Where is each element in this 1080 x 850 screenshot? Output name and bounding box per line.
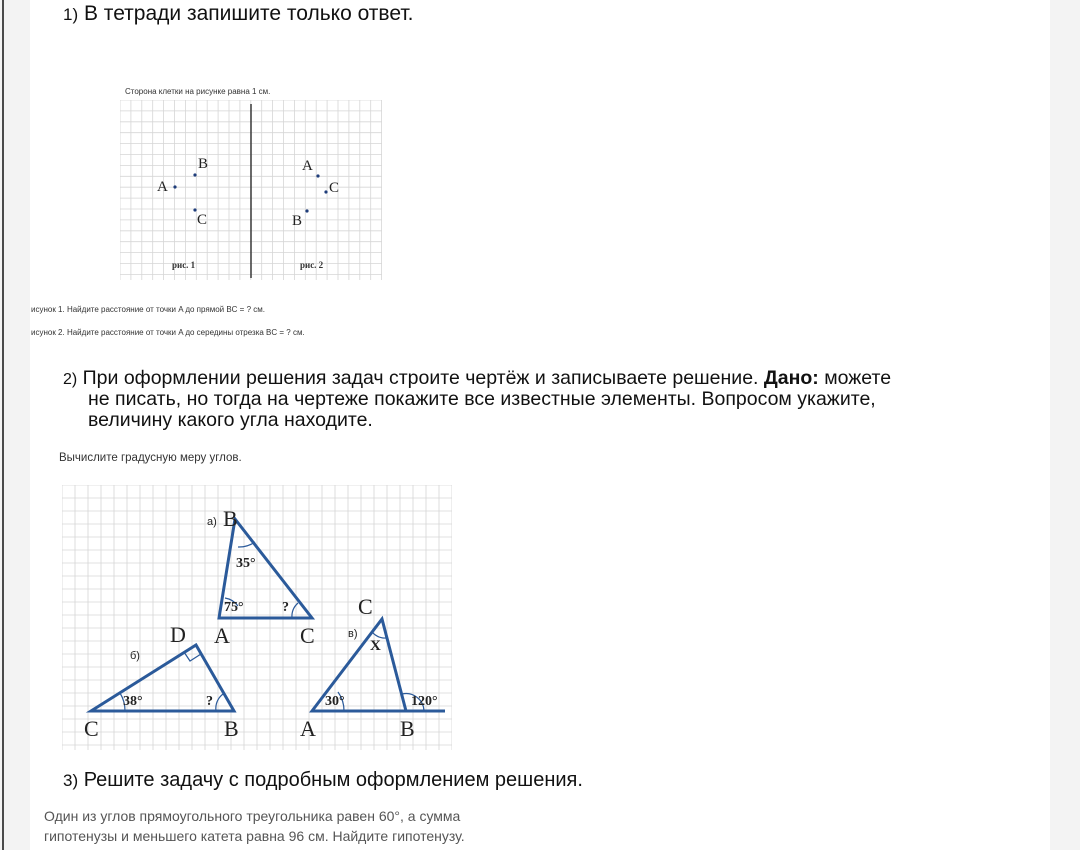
triangle-a-vertex-C: C bbox=[300, 623, 315, 648]
task2-line-1 bbox=[63, 368, 891, 390]
task1-grid-figure bbox=[120, 100, 382, 280]
task1-question-1: исунок 1. Найдите расстояние от точки A до прямой BC = ? см. bbox=[31, 305, 265, 314]
triangle-v-angle-B: 120° bbox=[411, 694, 438, 709]
triangle-a-label: а) bbox=[207, 516, 217, 528]
right-page-edge bbox=[1050, 0, 1080, 850]
arc-b-angle-B bbox=[216, 694, 223, 711]
task2-subtitle: Вычислите градусную меру углов. bbox=[59, 452, 242, 464]
task2-text-end: можете bbox=[818, 367, 892, 389]
fig1-caption: рис. 1 bbox=[172, 260, 196, 270]
fig2-label-B: B bbox=[292, 213, 303, 229]
task2-line-3: величину какого угла находите. bbox=[88, 409, 373, 431]
fig2-point-B bbox=[305, 209, 308, 212]
fig1-label-C: C bbox=[197, 212, 208, 228]
triangle-v-angle-C: X bbox=[370, 638, 381, 654]
task1-question-2: исунок 2. Найдите расстояние от точки A до середины отрезка BC = ? см. bbox=[31, 328, 305, 337]
task3-heading bbox=[63, 769, 583, 792]
fig2-label-A: A bbox=[302, 158, 313, 174]
fig1-label-B: B bbox=[198, 156, 209, 172]
triangle-a-angle-A: 75° bbox=[224, 600, 244, 615]
fig1-label-A: A bbox=[157, 179, 168, 195]
fig2-label-C: C bbox=[329, 180, 340, 196]
task3-title: Решите задачу с подробным оформлением решения. bbox=[83, 769, 583, 791]
triangle-b-vertex-B: B bbox=[224, 716, 239, 741]
task1-heading bbox=[63, 2, 413, 26]
task3-problem-line-1: Один из углов прямоугольного треугольника равен 60°, а сумма bbox=[44, 808, 461, 824]
triangle-v-label: в) bbox=[348, 628, 358, 640]
task1-title: В тетради запишите только ответ. bbox=[83, 2, 414, 25]
left-page-edge bbox=[0, 0, 30, 850]
task2-given-bold: Дано: bbox=[763, 367, 819, 389]
triangle-b-angle-B: ? bbox=[206, 694, 213, 709]
task2-text-start: При оформлении решения задач строите чертёж и записываете решение. bbox=[82, 367, 764, 389]
task2-line-2: не писать, но тогда на чертеже покажите все известные элементы. Вопросом укажите, bbox=[88, 388, 876, 410]
fig1-point-A bbox=[173, 185, 176, 188]
triangle-a-vertex-B: B bbox=[223, 506, 238, 531]
triangle-b-vertex-C: C bbox=[84, 716, 99, 741]
task1-grid-note: Сторона клетки на рисунке равна 1 см. bbox=[125, 87, 271, 96]
fig1-point-B bbox=[193, 173, 196, 176]
fig2-caption: рис. 2 bbox=[300, 260, 324, 270]
triangle-b-angle-C: 38° bbox=[123, 694, 143, 709]
task2-grid-figure bbox=[62, 485, 452, 750]
fig2-point-C bbox=[324, 190, 327, 193]
triangle-a-angle-C: ? bbox=[282, 600, 289, 615]
fig2-point-A bbox=[316, 174, 319, 177]
left-border-line bbox=[2, 0, 4, 850]
triangle-a-vertex-A: A bbox=[214, 623, 230, 648]
task2-number: 2) bbox=[63, 371, 78, 388]
triangle-v-vertex-B: B bbox=[400, 716, 415, 741]
task3-number: 3) bbox=[63, 771, 79, 790]
arc-a-angle-C bbox=[292, 603, 298, 618]
triangle-a-angle-B: 35° bbox=[236, 556, 256, 571]
triangle-v-angle-A: 30° bbox=[325, 694, 345, 709]
triangle-v-vertex-A: A bbox=[300, 716, 316, 741]
task1-number: 1) bbox=[63, 5, 79, 24]
triangle-v-vertex-C: C bbox=[358, 594, 373, 619]
triangle-b-vertex-D: D bbox=[170, 622, 186, 647]
triangle-b-label: б) bbox=[130, 650, 140, 662]
right-angle-marker-D bbox=[184, 652, 201, 661]
task3-problem-line-2: гипотенузы и меньшего катета равна 96 см. Найдите гипотенузу. bbox=[44, 828, 465, 844]
